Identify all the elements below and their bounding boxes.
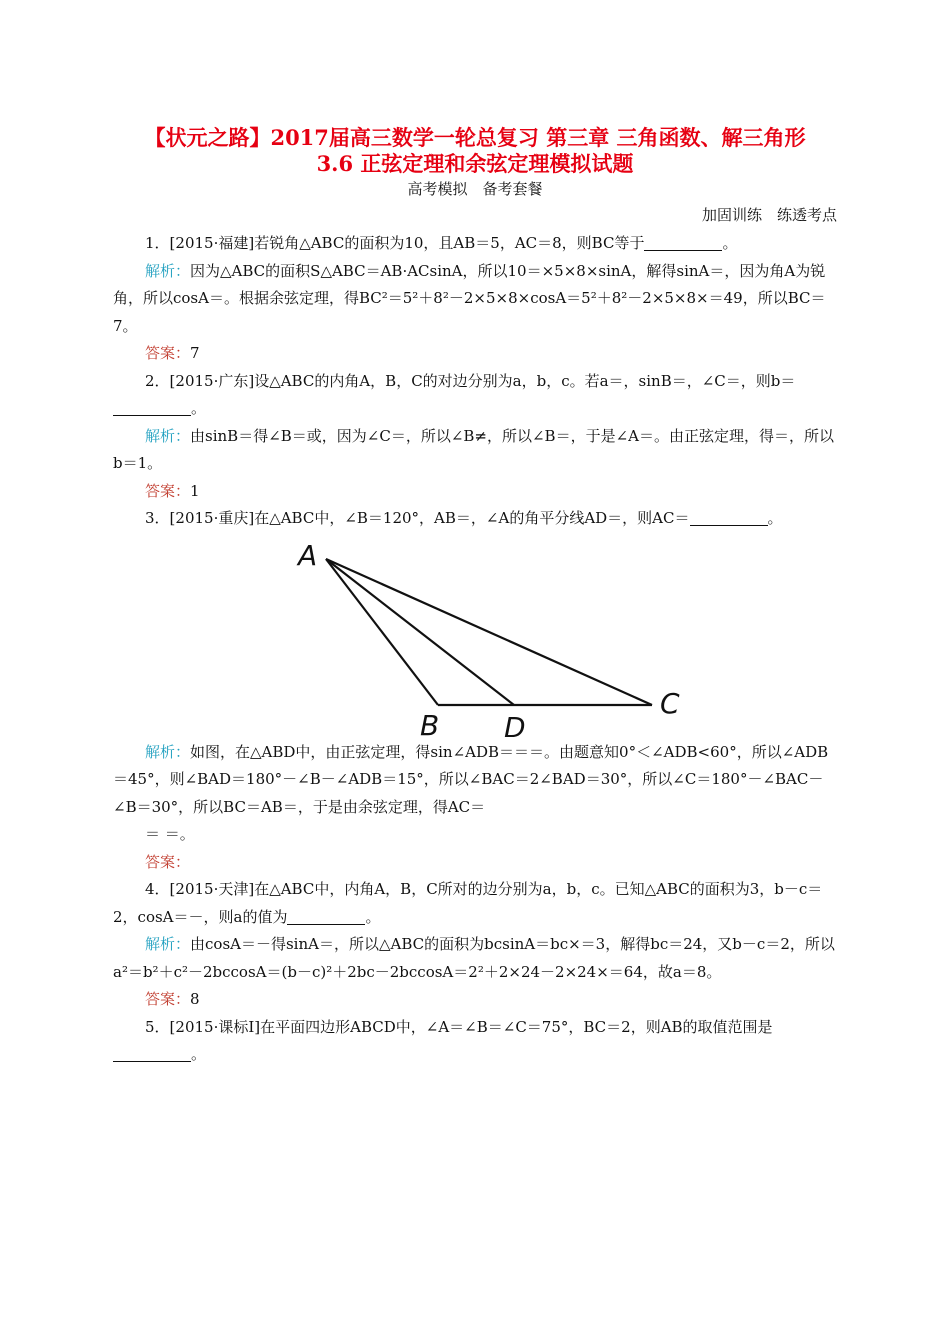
problem-4-answer: 答案：8: [145, 990, 200, 1008]
problem-3-solution-cont: ＝ ＝。: [145, 825, 195, 843]
vertex-label-a: A: [298, 538, 318, 572]
problem-2-solution: 解析：由sinB＝得∠B＝或，因为∠C＝，所以∠B≠，所以∠B＝，于是∠A＝。由正弦定理，得＝，所以b＝1。: [113, 426, 834, 472]
problem-1-answer: 答案：7: [145, 344, 200, 362]
point-label-d: D: [504, 710, 526, 737]
answer-blank: [113, 399, 191, 416]
vertex-label-c: C: [660, 686, 680, 720]
problem-2-question: 2．[2015·广东]设△ABC的内角A，B，C的对边分别为a，b，c。若a＝，sinB＝，∠C＝，则b＝。: [113, 368, 837, 423]
answer-blank: [113, 1045, 191, 1062]
problem-1-question: 1．[2015·福建]若锐角△ABC的面积为10，且AB＝5，AC＝8，则BC等于 。: [145, 234, 738, 252]
title-line-1: 【状元之路】2017届高三数学一轮总复习 第三章 三角函数、解三角形: [144, 125, 806, 150]
vertex-label-b: B: [420, 708, 440, 737]
document-body: [113, 230, 837, 1069]
answer-blank: [690, 509, 768, 526]
problem-4-solution: 解析：由cosA＝－得sinA＝，所以△ABC的面积为bcsinA＝bc×＝3，解得bc＝24，又b－c＝2，所以a²＝b²＋c²－2bccosA＝(b－c)²＋2bc－2bccosA＝2²＋2×24－2×24×＝64，故a＝8。: [113, 935, 835, 981]
problem-3-question: 3．[2015·重庆]在△ABC中，∠B＝120°，AB＝，∠A的角平分线AD＝，则AC＝ 。: [145, 509, 783, 527]
triangle-figure: [113, 537, 837, 737]
title-line-2: 3.6 正弦定理和余弦定理模拟试题: [316, 151, 634, 176]
segment-ac: [326, 559, 652, 705]
subtitle: 高考模拟 备考套餐: [407, 180, 543, 198]
answer-blank: [287, 908, 365, 925]
problem-3-answer: 答案：: [145, 852, 191, 871]
problem-1-solution: 解析：因为△ABC的面积S△ABC＝AB·ACsinA，所以10＝×5×8×sinA，解得sinA＝，因为角A为锐角，所以cosA＝。根据余弦定理，得BC²＝5²＋8²－2×5×8×cosA＝5²＋8²－2×5×8×＝49，所以BC＝7。: [113, 261, 826, 335]
problem-5-question: 5．[2015·课标Ⅰ]在平面四边形ABCD中，∠A＝∠B＝∠C＝75°，BC＝2，则AB的取值范围是。: [113, 1014, 837, 1069]
problem-4-question: 4．[2015·天津]在△ABC中，内角A，B，C所对的边分别为a，b，c。已知△ABC的面积为3，b－c＝2，cosA＝－，则a的值为 。: [113, 880, 823, 926]
problem-2-answer: 答案：1: [145, 481, 200, 500]
problem-3-solution: 解析：如图，在△ABD中，由正弦定理，得sin∠ADB＝＝＝。由题意知0°＜∠ADB<60°，所以∠ADB＝45°，则∠BAD＝180°－∠B－∠ADB＝15°，所以∠BAC＝2∠BAD＝30°，所以∠C＝180°－∠BAC－∠B＝30°，所以BC＝AB＝，于是由余弦定理，得AC＝: [113, 742, 829, 816]
answer-blank: [644, 234, 722, 251]
triangle-diagram: [286, 537, 686, 737]
section-label: 加固训练 练透考点: [701, 206, 837, 224]
